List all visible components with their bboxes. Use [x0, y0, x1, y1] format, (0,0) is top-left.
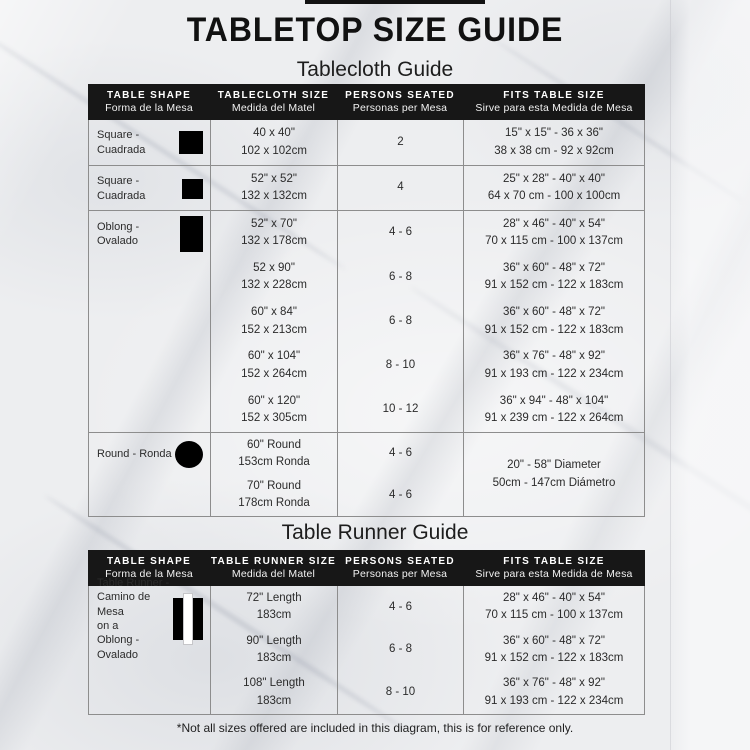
- fits-cell: [464, 388, 644, 432]
- table-runner-icon: [173, 593, 203, 645]
- header-cell: [210, 550, 337, 586]
- header-label-en: PERSONS SEATED: [345, 556, 455, 567]
- size-line: 40 x 40": [253, 127, 295, 140]
- header-label-es: Personas per Mesa: [352, 568, 448, 580]
- photo-edge-strip: [305, 0, 485, 4]
- shape-cell-inner: [89, 211, 210, 257]
- header-cell: [337, 84, 463, 120]
- size-cell: [211, 299, 337, 343]
- header-label-en: FITS TABLE SIZE: [503, 90, 605, 101]
- fits-line: 36" x 94" - 48" x 104": [499, 394, 609, 407]
- header-label-en: TABLE RUNNER SIZE: [210, 556, 337, 567]
- shape-cell: [89, 577, 211, 714]
- header-label-es: Medida del Matel: [231, 568, 316, 580]
- size-cell: [211, 211, 337, 255]
- fits-line: 91 x 193 cm - 122 x 234cm: [484, 367, 624, 380]
- shape-cell: [89, 166, 211, 210]
- shape-group-row: [89, 432, 644, 516]
- header-cell: [88, 84, 210, 120]
- header-label-es: Medida del Matel: [231, 102, 316, 114]
- size-column: [211, 120, 338, 165]
- persons-column: [338, 433, 464, 516]
- fits-cell: [464, 120, 644, 165]
- header-label-en: TABLE SHAPE: [106, 556, 192, 567]
- surface-edge-highlight: [670, 0, 750, 750]
- shape-label: [97, 220, 180, 249]
- fits-line: 50cm - 147cm Diámetro: [492, 476, 616, 489]
- shape-label-line: Oblong - Ovalado: [97, 634, 140, 661]
- header-label-en: TABLE SHAPE: [106, 90, 192, 101]
- size-line: 60" x 104": [247, 350, 301, 363]
- persons-cell: 2: [397, 135, 404, 148]
- fits-cell: [464, 586, 644, 629]
- size-cell: [211, 586, 337, 629]
- fits-cell: [464, 671, 644, 714]
- header-label-en: PERSONS SEATED: [345, 90, 455, 101]
- header-cell: [463, 84, 645, 120]
- persons-cell: 4 - 6: [388, 226, 412, 239]
- persons-cell: 6 - 8: [388, 314, 412, 327]
- fits-cell-merged: [464, 433, 644, 516]
- fits-cell: [464, 299, 644, 343]
- fits-line: 25" x 28" - 40" x 40": [503, 172, 605, 185]
- persons-cell: 4 - 6: [388, 488, 412, 501]
- fits-line: 36" x 76" - 48" x 92": [503, 350, 605, 363]
- fits-line: 28" x 46" - 40" x 54": [503, 592, 605, 605]
- persons-cell: 8 - 10: [385, 686, 416, 699]
- shape-cell-inner: [89, 577, 210, 661]
- size-cell: [211, 166, 337, 210]
- table-runner-guide-table: [88, 550, 645, 715]
- fits-column: [464, 166, 644, 210]
- table-body: [88, 577, 645, 715]
- size-line: 132 x 132cm: [241, 190, 307, 202]
- fits-column: [464, 120, 644, 165]
- size-cell: [211, 344, 337, 388]
- size-line: 152 x 264cm: [241, 367, 307, 380]
- shape-cell-inner: [89, 120, 210, 165]
- size-line: 60" x 120": [247, 394, 301, 407]
- size-line: 152 x 213cm: [241, 323, 307, 336]
- fits-line: 91 x 239 cm - 122 x 264cm: [484, 411, 624, 424]
- fits-line: 91 x 193 cm - 122 x 234cm: [484, 694, 624, 707]
- persons-cell: 6 - 8: [388, 270, 412, 283]
- circle-icon: [175, 441, 203, 468]
- size-line: 102 x 102cm: [241, 144, 307, 157]
- size-line: 52" x 52": [251, 172, 297, 185]
- header-label-es: Forma de la Mesa: [105, 102, 193, 114]
- runner-stripe: [183, 593, 193, 645]
- persons-column: [338, 586, 464, 714]
- size-line: 52 x 90": [253, 262, 295, 275]
- persons-cell: 4 - 6: [388, 447, 412, 460]
- header-cell: [337, 550, 463, 586]
- size-line: 132 x 178cm: [241, 235, 307, 248]
- fits-line: 36" x 60" - 48" x 72": [503, 634, 605, 647]
- persons-cell: 4: [397, 181, 404, 194]
- persons-cell: 8 - 10: [385, 359, 416, 372]
- square-small-icon: [182, 179, 203, 199]
- size-line: 178cm Ronda: [238, 497, 310, 510]
- fits-cell: [464, 211, 644, 255]
- size-cell: [211, 671, 337, 714]
- size-column: [211, 166, 338, 210]
- shape-label-line: Table Runner -: [97, 577, 170, 590]
- fits-line: 36" x 60" - 48" x 72": [503, 262, 605, 275]
- size-line: 183cm: [256, 652, 292, 664]
- fits-cell: [464, 344, 644, 388]
- fits-line: 36" x 60" - 48" x 72": [503, 306, 605, 319]
- header-label-es: Sirve para esta Medida de Mesa: [475, 102, 633, 114]
- fits-cell: [464, 166, 644, 210]
- size-line: 183cm: [256, 609, 292, 622]
- size-cell: [211, 433, 337, 475]
- shape-group-row: [89, 120, 644, 165]
- fits-column: [464, 586, 644, 714]
- shape-label-line: Camino de Mesa: [97, 591, 151, 618]
- header-cell: [210, 84, 337, 120]
- size-column: [211, 433, 338, 516]
- persons-cell: 10 - 12: [382, 403, 419, 416]
- shape-label-line: Round - Ronda: [97, 447, 172, 460]
- size-line: 152 x 305cm: [241, 411, 307, 424]
- header-cell: [463, 550, 645, 586]
- fits-line: 36" x 76" - 48" x 92": [503, 677, 605, 690]
- shape-label: [97, 447, 172, 461]
- fits-cell: [464, 629, 644, 672]
- size-line: 90" Length: [246, 634, 302, 647]
- runner-section-title: Table Runner Guide: [281, 521, 469, 544]
- fits-column: [464, 433, 644, 516]
- shape-label: [97, 128, 179, 157]
- size-cell: [211, 255, 337, 299]
- fits-line: 70 x 115 cm - 100 x 137cm: [485, 609, 623, 622]
- shape-group-row: [89, 577, 644, 714]
- shape-cell-inner: [89, 433, 210, 475]
- persons-column: [338, 120, 464, 165]
- table-body: [88, 120, 645, 517]
- header-label-es: Sirve para esta Medida de Mesa: [475, 568, 633, 580]
- persons-column: [338, 211, 464, 432]
- size-line: 183cm: [256, 694, 292, 707]
- fits-column: [464, 211, 644, 432]
- table-header-row: [88, 84, 645, 120]
- size-line: 108" Length: [243, 677, 305, 690]
- header-label-es: Forma de la Mesa: [105, 568, 193, 580]
- fits-line: 70 x 115 cm - 100 x 137cm: [485, 235, 623, 248]
- fits-line: 91 x 152 cm - 122 x 183cm: [484, 323, 624, 336]
- fits-line: 15" x 15" - 36 x 36": [505, 127, 603, 140]
- shape-label-line: Oblong - Ovalado: [97, 220, 140, 247]
- size-line: 153cm Ronda: [238, 455, 310, 468]
- header-label-en: TABLECLOTH SIZE: [217, 90, 330, 101]
- size-cell: [211, 629, 337, 672]
- persons-cell: 6 - 8: [388, 643, 412, 656]
- size-line: 72" Length: [246, 592, 302, 605]
- persons-column: [338, 166, 464, 210]
- tablecloth-section-title: Tablecloth Guide: [296, 58, 454, 81]
- size-line: 60" Round: [247, 438, 301, 451]
- size-line: 70" Round: [247, 480, 301, 492]
- header-label-en: FITS TABLE SIZE: [503, 556, 605, 567]
- footnote-text: *Not all sizes offered are included in this diagram, this is for reference only.: [176, 721, 574, 735]
- fits-line: 38 x 38 cm - 92 x 92cm: [494, 144, 614, 157]
- shape-label: [97, 576, 173, 662]
- shape-group-row: [89, 165, 644, 210]
- shape-cell: [89, 211, 211, 432]
- shape-cell: [89, 120, 211, 165]
- shape-cell: [89, 433, 211, 516]
- shape-group-row: [89, 210, 644, 432]
- shape-label-line: Square - Cuadrada: [97, 129, 146, 156]
- page-title: TABLETOP SIZE GUIDE: [186, 11, 564, 49]
- tablecloth-guide-table: [88, 84, 645, 517]
- shape-label-line: on a: [97, 620, 119, 632]
- size-cell: [211, 388, 337, 432]
- fits-line: 91 x 152 cm - 122 x 183cm: [484, 652, 624, 664]
- shape-cell-inner: [89, 166, 210, 211]
- size-column: [211, 586, 338, 714]
- fits-line: 64 x 70 cm - 100 x 100cm: [487, 190, 621, 202]
- size-line: 52" x 70": [251, 217, 297, 230]
- size-column: [211, 211, 338, 432]
- size-cell: [211, 475, 337, 517]
- size-cell: [211, 120, 337, 165]
- shape-label-line: Square - Cuadrada: [97, 175, 146, 202]
- persons-cell: 4 - 6: [388, 600, 412, 613]
- header-label-es: Personas per Mesa: [352, 102, 448, 114]
- fits-cell: [464, 255, 644, 299]
- fits-line: 91 x 152 cm - 122 x 183cm: [484, 279, 624, 292]
- fits-line: 28" x 46" - 40" x 54": [503, 217, 605, 230]
- size-line: 60" x 84": [251, 306, 297, 319]
- fits-line: 20" - 58" Diameter: [507, 459, 601, 472]
- oblong-rect-icon: [180, 216, 203, 252]
- shape-label: [97, 174, 182, 203]
- square-large-icon: [179, 131, 203, 154]
- size-line: 132 x 228cm: [241, 279, 307, 292]
